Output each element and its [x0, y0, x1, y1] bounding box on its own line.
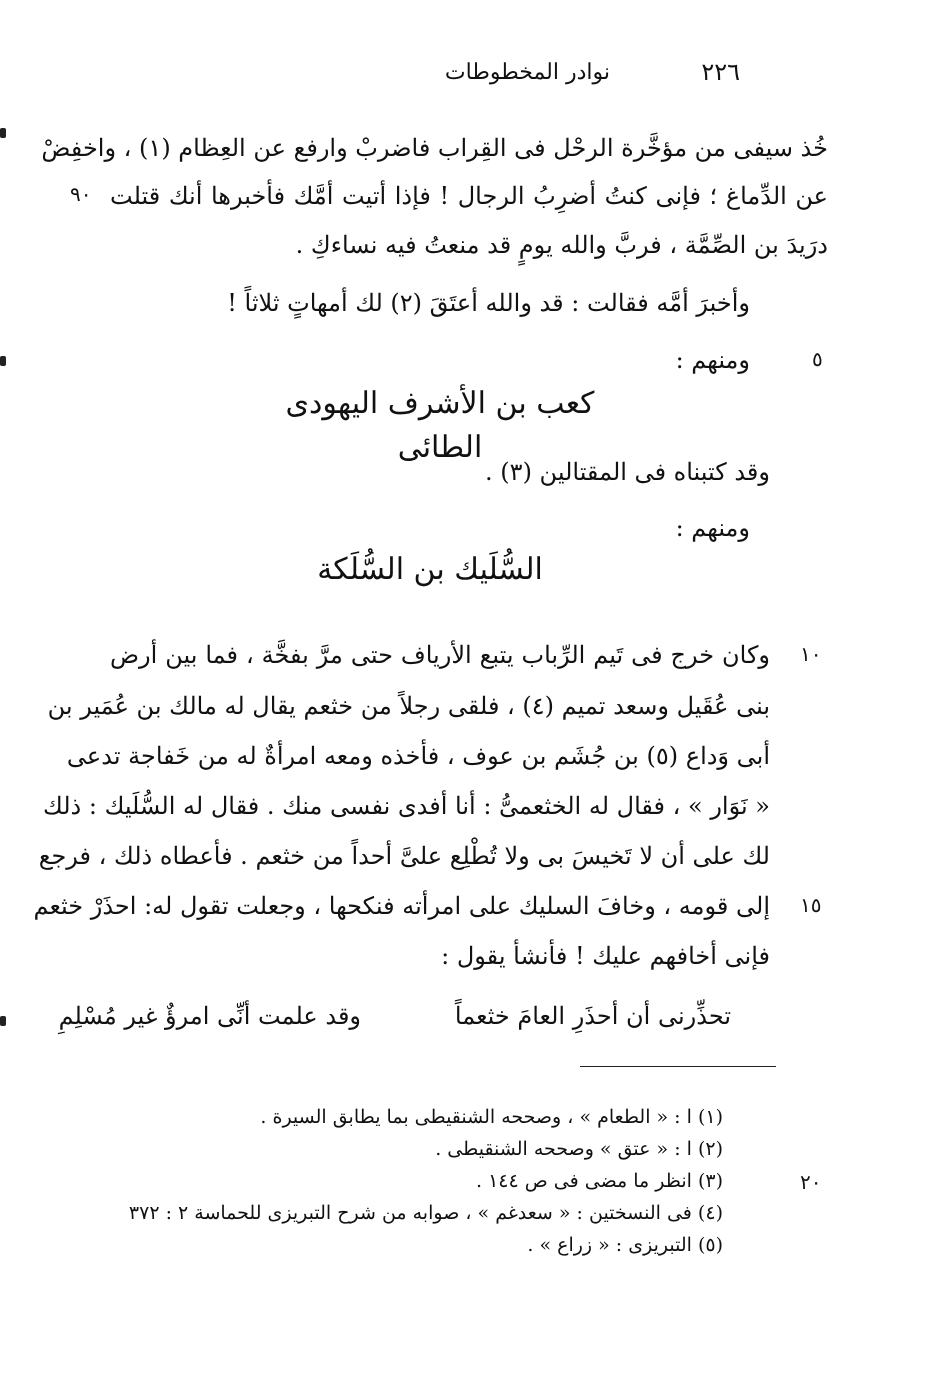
line-number: ٢٠: [800, 1170, 822, 1194]
text-line: أبى وَداع (٥) بن جُشَم بن عوف ، فأخذه ومعه امرأةٌ له من خَفاجة تدعى: [66, 742, 770, 770]
text-line: إلى قومه ، وخافَ السليك على امرأته فنكحها ، وجعلت تقول له: احذَرْ خثعم: [33, 892, 770, 920]
margin-note: ٩٠: [70, 182, 92, 206]
text-line: وقد كتبناه فى المقتالين (٣) .: [485, 458, 770, 486]
text-line: ومنهم :: [675, 346, 750, 374]
text-line: عن الدِّماغ ؛ فإنى كنتُ أضرِبُ الرجال ! فإذا أتيت أمَّك فأخبرها أنك قتلت: [110, 182, 828, 210]
footnote: (١) ا : « الطعام » ، وصححه الشنقيطى بما يطابق السيرة .: [260, 1106, 723, 1128]
binding-mark: [0, 128, 6, 138]
footnote: (٥) التبريزى : « زراع » .: [527, 1234, 723, 1256]
text-line: خُذ سيفى من مؤخَّرة الرحْل فى القِراب فاضربْ وارفع عن العِظام (١) ، واخفِضْ: [41, 134, 828, 162]
footnote: (٣) انظر ما مضى فى ص ١٤٤ .: [476, 1170, 723, 1192]
page-header: [360, 58, 740, 98]
section-heading: السُّلَيك بن السُّلَكة: [317, 552, 543, 587]
text-line: ومنهم :: [675, 514, 750, 542]
footnote: (٢) ا : « عتق » وصححه الشنقيطى .: [435, 1138, 723, 1160]
text-line: وأخبرَ أمَّه فقالت : قد والله أعتَقَ (٢) لك أمهاتٍ ثلاثاً !: [227, 289, 750, 317]
verse-second-hemistich: وقد علمت أنِّى امرؤٌ غير مُسْلِمِ: [58, 1002, 361, 1030]
footnote: (٤) فى النسختين : « سعدغم » ، صوابه من شرح التبريزى للحماسة ٢ : ٣٧٢: [128, 1202, 723, 1224]
footnote-divider: [580, 1066, 776, 1067]
text-line: « نَوَار » ، فقال له الخثعمىُّ : أنا أفدى نفسى منك . فقال له السُّلَيك : ذلك: [43, 792, 770, 820]
text-line: بنى عُقَيل وسعد تميم (٤) ، فلقى رجلاً من خثعم يقال له مالك بن عُمَير بن: [47, 692, 770, 720]
text-line: لك على أن لا تَخيسَ بى ولا تُطْلِع علىَّ أحداً من خثعم . فأعطاه ذلك ، فرجع: [38, 842, 770, 870]
verse-first-hemistich: تحذِّرنى أن أحذَرِ العامَ خثعماً: [454, 1002, 731, 1030]
running-title: نوادر المخطوطات: [444, 60, 610, 85]
line-number: ١٠: [800, 642, 822, 666]
text-line: وكان خرج فى تَيم الرِّباب يتبع الأرياف حتى مرَّ بفخَّة ، فما بين أرض: [110, 641, 770, 669]
line-number: ١٥: [800, 893, 822, 917]
binding-mark: [0, 356, 6, 366]
binding-mark: [0, 1016, 6, 1026]
text-line: فإنى أخافهم عليك ! فأنشأ يقول :: [441, 942, 770, 970]
line-number: ٥: [812, 347, 823, 371]
section-heading: كعب بن الأشرف اليهودى الطائى: [285, 386, 595, 465]
page-number: ٢٢٦: [701, 58, 740, 86]
text-line: درَيدَ بن الصِّمَّة ، فربَّ والله يومٍ قد منعتُ فيه نساءكِ .: [295, 231, 828, 259]
